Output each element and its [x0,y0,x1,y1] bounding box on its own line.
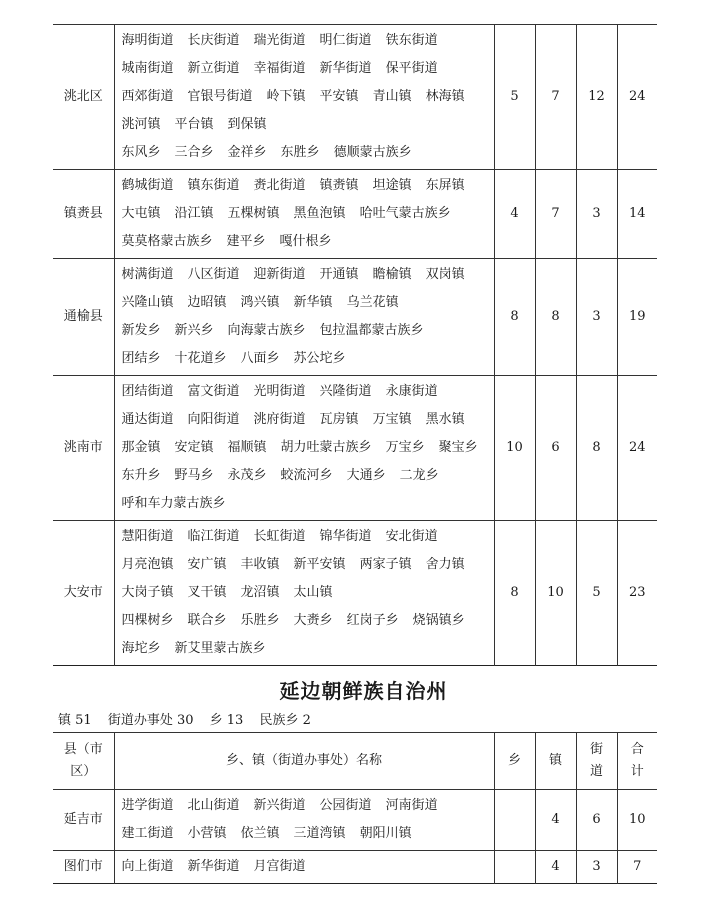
division-name: 胡力吐蒙古族乡 [280,440,372,455]
division-name: 聚宝乡 [438,440,478,455]
names-line [122,853,488,881]
count-total: 10 [617,790,657,851]
division-name: 青山镇 [372,89,412,104]
division-name: 富文街道 [187,384,240,399]
names-line [122,83,488,111]
division-name: 洮府街道 [253,412,306,427]
division-names [114,170,494,259]
names-line [122,523,488,551]
division-name: 海明街道 [121,33,174,48]
county-name: 通榆县 [53,259,114,376]
division-name: 沿江镇 [174,206,214,221]
division-name: 月宫街道 [253,859,306,874]
division-name: 边昭镇 [187,295,227,310]
division-name: 鸿兴镇 [240,295,280,310]
division-name: 赉北街道 [253,178,306,193]
division-name: 东升乡 [121,468,161,483]
division-name: 烧锅镇乡 [412,613,465,628]
names-line [122,434,488,462]
division-name: 东风乡 [121,145,161,160]
division-name: 长虹街道 [253,529,306,544]
table-row [53,170,657,259]
division-name: 向海蒙古族乡 [227,323,306,338]
count-xiang [494,851,535,884]
division-name: 联合乡 [187,613,227,628]
division-name: 嘎什根乡 [279,234,332,249]
division-name: 五棵树镇 [227,206,280,221]
division-names [114,259,494,376]
division-name: 红岗子乡 [346,613,399,628]
division-name: 明仁街道 [319,33,372,48]
division-names [114,851,494,884]
division-name: 哈吐气蒙古族乡 [359,206,451,221]
table-row [53,376,657,521]
division-name: 铁东街道 [385,33,438,48]
names-line [122,261,488,289]
division-name: 洮河镇 [121,117,161,132]
division-name: 北山街道 [187,798,240,813]
division-name: 大屯镇 [121,206,161,221]
header-total: 合计 [617,733,657,790]
division-name: 太山镇 [293,585,333,600]
division-name: 岭下镇 [266,89,306,104]
division-name: 呼和车力蒙古族乡 [121,496,226,511]
count-jiedao: 8 [576,376,617,521]
division-name: 新华街道 [319,61,372,76]
division-name: 光明街道 [253,384,306,399]
names-line [122,317,488,345]
county-name: 洮南市 [53,376,114,521]
division-name: 安广镇 [187,557,227,572]
count-total: 7 [617,851,657,884]
division-name: 团结乡 [121,351,161,366]
count-total: 24 [617,376,657,521]
division-name: 苏公坨乡 [293,351,346,366]
county-name: 洮北区 [53,25,114,170]
header-jiedao: 街道 [576,733,617,790]
names-line [122,111,488,139]
names-line [122,345,488,373]
section-title: 延边朝鲜族自治州 [279,679,448,703]
division-name: 东屏镇 [425,178,465,193]
division-name: 向阳街道 [187,412,240,427]
table-row [53,790,657,851]
names-line [122,406,488,434]
division-name: 长庆街道 [187,33,240,48]
names-line [122,200,488,228]
division-name: 舍力镇 [425,557,465,572]
count-jiedao: 12 [576,25,617,170]
division-name: 西郊街道 [121,89,174,104]
division-name: 黑鱼泡镇 [293,206,346,221]
names-line [122,289,488,317]
yanbian-divisions-table [53,732,657,884]
names-line [122,27,488,55]
division-name: 八面乡 [240,351,280,366]
division-name: 三合乡 [174,145,214,160]
count-zhen: 4 [535,790,576,851]
county-name: 图们市 [53,851,114,884]
count-xiang: 4 [494,170,535,259]
division-name: 新平安镇 [293,557,346,572]
division-name: 新兴乡 [174,323,214,338]
division-name: 锦华街道 [319,529,372,544]
table-body [53,25,657,666]
count-jiedao: 6 [576,790,617,851]
count-jiedao: 5 [576,521,617,666]
division-name: 叉干镇 [187,585,227,600]
division-name: 瑞光街道 [253,33,306,48]
count-total: 24 [617,25,657,170]
division-name: 二龙乡 [399,468,439,483]
division-name: 进学街道 [121,798,174,813]
count-zhen: 7 [535,170,576,259]
section-summary [58,709,323,728]
count-jiedao: 3 [576,259,617,376]
division-name: 大赉乡 [293,613,333,628]
division-name: 双岗镇 [425,267,465,282]
division-name: 镇东街道 [187,178,240,193]
count-zhen: 7 [535,25,576,170]
division-name: 新华街道 [187,859,240,874]
names-line [122,820,488,848]
division-name: 三道湾镇 [293,826,346,841]
division-name: 新发乡 [121,323,161,338]
table-row [53,851,657,884]
division-name: 乌兰花镇 [346,295,399,310]
division-name: 瓦房镇 [319,412,359,427]
division-name: 小营镇 [187,826,227,841]
names-line [122,139,488,167]
count-zhen: 10 [535,521,576,666]
names-line [122,228,488,256]
division-name: 两家子镇 [359,557,412,572]
division-name: 那金镇 [121,440,161,455]
count-xiang: 10 [494,376,535,521]
count-zhen: 4 [535,851,576,884]
count-total: 23 [617,521,657,666]
division-name: 林海镇 [425,89,465,104]
division-name: 河南街道 [385,798,438,813]
division-name: 安定镇 [174,440,214,455]
division-name: 依兰镇 [240,826,280,841]
baicheng-divisions-table [53,24,657,666]
division-name: 向上街道 [121,859,174,874]
division-name: 四棵树乡 [121,613,174,628]
division-names [114,790,494,851]
division-name: 龙沼镇 [240,585,280,600]
division-name: 通达街道 [121,412,174,427]
division-name: 十花道乡 [174,351,227,366]
division-name: 兴隆街道 [319,384,372,399]
division-name: 包拉温都蒙古族乡 [319,323,424,338]
division-name: 蛟流河乡 [280,468,333,483]
division-name: 兴隆山镇 [121,295,174,310]
names-line [122,462,488,490]
division-name: 新艾里蒙古族乡 [174,641,266,656]
names-line [122,55,488,83]
division-name: 保平街道 [385,61,438,76]
division-name: 金祥乡 [227,145,267,160]
summary-jiedao: 街道办事处 30 [107,713,194,728]
names-line [122,551,488,579]
division-name: 鹤城街道 [121,178,174,193]
division-names [114,521,494,666]
division-name: 乐胜乡 [240,613,280,628]
division-names [114,376,494,521]
division-name: 坦途镇 [372,178,412,193]
division-name: 万宝乡 [385,440,425,455]
division-name: 八区街道 [187,267,240,282]
division-name: 新华镇 [293,295,333,310]
division-name: 永康街道 [385,384,438,399]
count-xiang: 8 [494,521,535,666]
division-name: 临江街道 [187,529,240,544]
division-name: 月亮泡镇 [121,557,174,572]
names-line [122,378,488,406]
division-name: 大岗子镇 [121,585,174,600]
count-total: 19 [617,259,657,376]
table-row [53,259,657,376]
count-xiang: 5 [494,25,535,170]
division-name: 城南街道 [121,61,174,76]
count-total: 14 [617,170,657,259]
count-xiang [494,790,535,851]
names-line [122,792,488,820]
division-name: 树满街道 [121,267,174,282]
count-zhen: 8 [535,259,576,376]
division-name: 公园街道 [319,798,372,813]
division-name: 慧阳街道 [121,529,174,544]
division-name: 东胜乡 [280,145,320,160]
division-name: 幸福街道 [253,61,306,76]
names-line [122,579,488,607]
division-name: 黑水镇 [425,412,465,427]
count-zhen: 6 [535,376,576,521]
table-row [53,521,657,666]
header-names: 乡、镇（街道办事处）名称 [114,733,494,790]
division-name: 团结街道 [121,384,174,399]
names-line [122,607,488,635]
header-xiang: 乡 [494,733,535,790]
division-name: 平台镇 [174,117,214,132]
division-name: 建平乡 [226,234,266,249]
division-name: 莫莫格蒙古族乡 [121,234,213,249]
division-name: 安北街道 [385,529,438,544]
division-name: 新立街道 [187,61,240,76]
division-name: 到保镇 [227,117,267,132]
division-names [114,25,494,170]
table-header-row [53,733,657,790]
division-name: 新兴街道 [253,798,306,813]
summary-zhen: 镇 51 [58,713,92,728]
summary-xiang: 乡 13 [209,713,244,728]
count-jiedao: 3 [576,851,617,884]
division-name: 野马乡 [174,468,214,483]
division-name: 建工街道 [121,826,174,841]
table-body [53,733,657,884]
division-name: 海坨乡 [121,641,161,656]
division-name: 永茂乡 [227,468,267,483]
summary-minzuxiang: 民族乡 2 [259,713,311,728]
division-name: 大通乡 [346,468,386,483]
division-name: 丰收镇 [240,557,280,572]
county-name: 镇赉县 [53,170,114,259]
division-name: 平安镇 [319,89,359,104]
division-name: 万宝镇 [372,412,412,427]
names-line [122,635,488,663]
table-row [53,25,657,170]
division-name: 官银号街道 [187,89,253,104]
count-jiedao: 3 [576,170,617,259]
county-name: 大安市 [53,521,114,666]
header-zhen: 镇 [535,733,576,790]
names-line [122,490,488,518]
count-xiang: 8 [494,259,535,376]
division-name: 福顺镇 [227,440,267,455]
division-name: 迎新街道 [253,267,306,282]
division-name: 镇赉镇 [319,178,359,193]
division-name: 德顺蒙古族乡 [333,145,412,160]
county-name: 延吉市 [53,790,114,851]
division-name: 开通镇 [319,267,359,282]
division-name: 朝阳川镇 [359,826,412,841]
names-line [122,172,488,200]
header-county: 县（市区） [53,733,114,790]
division-name: 瞻榆镇 [372,267,412,282]
